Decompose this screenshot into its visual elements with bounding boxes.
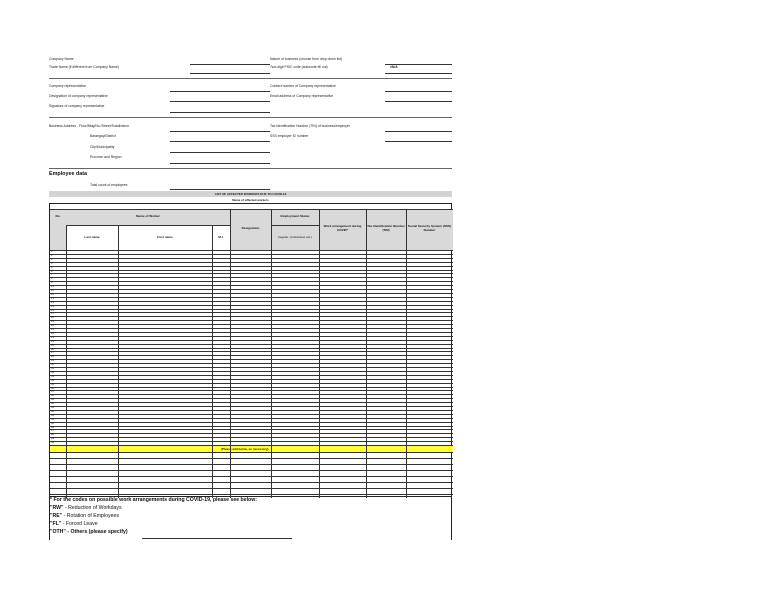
col-employment-status: Employment Status bbox=[280, 214, 310, 218]
row-number: 27 bbox=[51, 351, 54, 355]
row-number: 14 bbox=[51, 300, 54, 304]
row-number: 29 bbox=[51, 359, 54, 363]
code-oth: "OTH" bbox=[50, 529, 66, 535]
table-row bbox=[50, 398, 453, 399]
table-row bbox=[50, 348, 453, 349]
label-nature-of-business: Nature of business (choose from drop down list) bbox=[270, 57, 342, 61]
table-row bbox=[50, 289, 453, 290]
row-number: 5 bbox=[51, 265, 53, 269]
label-city: City/Municipality bbox=[90, 145, 115, 149]
table-row bbox=[50, 273, 453, 274]
row-number: 49 bbox=[51, 437, 54, 441]
table-row bbox=[50, 476, 453, 477]
table-row bbox=[50, 452, 453, 453]
row-number: 35 bbox=[51, 382, 54, 386]
table-row bbox=[50, 262, 453, 263]
table-col-rule bbox=[271, 209, 272, 498]
label-total-employees: Total count of employees bbox=[90, 183, 128, 187]
row-number: 45 bbox=[51, 421, 54, 425]
city-field[interactable] bbox=[170, 152, 270, 153]
col-sss: Social Security System (SSS) Number bbox=[407, 224, 452, 232]
row-number: 48 bbox=[51, 433, 54, 437]
table-row bbox=[50, 320, 453, 321]
table-row bbox=[50, 390, 453, 391]
sss-employer-field[interactable] bbox=[385, 141, 452, 142]
table-row bbox=[50, 426, 453, 427]
row-number: 20 bbox=[51, 324, 54, 328]
table-row bbox=[50, 406, 453, 407]
row-number: 9 bbox=[51, 281, 53, 285]
row-number: 15 bbox=[51, 304, 54, 308]
table-row bbox=[50, 266, 453, 267]
table-row bbox=[50, 433, 453, 434]
table-row bbox=[50, 422, 453, 423]
signature-rep-field[interactable] bbox=[170, 112, 270, 113]
table-col-rule bbox=[366, 209, 367, 498]
row-number: 41 bbox=[51, 406, 54, 409]
section-separator bbox=[49, 117, 452, 118]
table-row bbox=[50, 363, 453, 364]
row-number: 16 bbox=[51, 308, 54, 312]
label-contact-number: Contact number of Company representative bbox=[270, 84, 336, 88]
col-mi: M.I. bbox=[218, 235, 224, 239]
text-fl: - Forced Leave bbox=[61, 521, 98, 527]
table-row bbox=[50, 458, 453, 459]
table-row bbox=[50, 359, 453, 360]
note-fl bbox=[50, 521, 98, 527]
table-row bbox=[50, 277, 453, 278]
row-number: 6 bbox=[51, 269, 53, 273]
note-intro bbox=[50, 497, 257, 503]
col-no: No. bbox=[55, 214, 61, 218]
province-field[interactable] bbox=[170, 163, 270, 164]
row-number: 43 bbox=[51, 413, 54, 417]
table-rule bbox=[66, 225, 230, 226]
add-below-text: (Please add below, as necessary) bbox=[221, 447, 269, 451]
note-intro-text: * For the codes on possible work arrangements during COVID-19, please see below: bbox=[50, 497, 257, 503]
row-number: 50 bbox=[51, 441, 54, 445]
row-number: 3 bbox=[51, 257, 53, 261]
email-address-field[interactable] bbox=[385, 101, 452, 102]
note-re bbox=[50, 513, 119, 519]
row-number: 17 bbox=[51, 312, 54, 316]
table-row bbox=[50, 254, 453, 255]
col-status-hint: (regular, contractual, etc.) bbox=[277, 235, 312, 239]
row-number: 26 bbox=[51, 347, 54, 351]
section-separator bbox=[49, 78, 452, 79]
table-rule bbox=[50, 250, 453, 251]
trade-name-field[interactable] bbox=[190, 73, 270, 74]
label-tin: Tax Identification Number (TIN) of business/employer bbox=[270, 124, 350, 128]
label-barangay: Barangay/District bbox=[90, 134, 116, 138]
row-number: 21 bbox=[51, 328, 54, 331]
address-field[interactable] bbox=[170, 131, 270, 132]
table-rule bbox=[271, 225, 319, 226]
table-row bbox=[50, 418, 453, 419]
row-number: 23 bbox=[51, 335, 54, 339]
table-row bbox=[50, 344, 453, 345]
table-row bbox=[50, 394, 453, 395]
row-number: 33 bbox=[51, 374, 54, 378]
col-designation: Designation bbox=[241, 226, 260, 230]
header-bg bbox=[50, 225, 66, 250]
row-number: 24 bbox=[51, 339, 54, 343]
table-row bbox=[50, 470, 453, 471]
table-row bbox=[50, 429, 453, 430]
table-row bbox=[50, 414, 453, 415]
col-tin: Tax Identification Number (TIN) bbox=[367, 224, 405, 232]
row-number: 12 bbox=[51, 292, 54, 296]
table-row bbox=[50, 441, 453, 442]
row-number: 34 bbox=[51, 378, 54, 382]
label-sss-employer: SSS employer ID number bbox=[270, 134, 309, 138]
col-work-arrangement: Work arrangement during COVID* bbox=[323, 224, 362, 232]
row-number: 31 bbox=[51, 367, 54, 370]
label-business-address: Business Address - Floor/Bldg/No./Street/Subdivision bbox=[49, 124, 129, 128]
table-row bbox=[50, 379, 453, 380]
total-employees-field[interactable] bbox=[170, 189, 270, 190]
row-number: 44 bbox=[51, 417, 54, 421]
row-number: 25 bbox=[51, 343, 54, 347]
row-number: 39 bbox=[51, 398, 54, 402]
table-rule bbox=[50, 209, 453, 210]
note-oth bbox=[50, 529, 128, 535]
table-row bbox=[50, 402, 453, 403]
table-row bbox=[50, 293, 453, 294]
table-row bbox=[50, 371, 453, 372]
affected-workers-title: LIST OF AFFECTED WORKERS DUE TO COVID-19 bbox=[214, 192, 287, 196]
table-row bbox=[50, 281, 453, 282]
row-number: 2 bbox=[51, 253, 53, 257]
psic-field[interactable] bbox=[385, 73, 452, 74]
table-row bbox=[50, 297, 453, 298]
table-col-rule bbox=[319, 209, 320, 498]
text-re: - Rotation of Employees bbox=[62, 513, 119, 519]
row-number: 7 bbox=[51, 273, 53, 277]
col-first-name: First name bbox=[157, 235, 173, 239]
row-number: 30 bbox=[51, 363, 54, 367]
table-row bbox=[50, 305, 453, 306]
code-re: "RE" bbox=[50, 513, 63, 519]
row-number: 46 bbox=[51, 425, 54, 429]
label-designation-rep: Designation of company representative bbox=[49, 94, 108, 98]
table-row bbox=[50, 301, 453, 302]
table-row bbox=[50, 410, 453, 411]
table-row bbox=[50, 332, 453, 333]
table-row bbox=[50, 383, 453, 384]
table-row bbox=[50, 488, 453, 489]
col-name-of-worker: Name of Worker bbox=[136, 214, 160, 218]
psic-value: #N/A bbox=[390, 65, 398, 69]
col-last-name: Last name bbox=[84, 235, 100, 239]
row-number: 40 bbox=[51, 402, 54, 406]
affected-workers-subtitle: Name of affected workers bbox=[232, 198, 269, 202]
text-oth: - Others (please specify) bbox=[65, 529, 128, 535]
table-row bbox=[50, 375, 453, 376]
table-row bbox=[50, 367, 453, 368]
affected-workers-table bbox=[49, 203, 452, 497]
table-row bbox=[50, 324, 453, 325]
table-row bbox=[50, 437, 453, 438]
table-row bbox=[50, 270, 453, 271]
row-number: 37 bbox=[51, 390, 54, 394]
table-row bbox=[50, 258, 453, 259]
table-row bbox=[50, 351, 453, 352]
label-company-rep: Company representative bbox=[49, 84, 86, 88]
table-row bbox=[50, 309, 453, 310]
row-number: 19 bbox=[51, 320, 54, 324]
row-number: 42 bbox=[51, 409, 54, 413]
label-trade-name: Trade Name (if different from Company Name) bbox=[49, 65, 119, 69]
row-number: 10 bbox=[51, 285, 54, 289]
row-number: 4 bbox=[51, 261, 53, 265]
tin-field[interactable] bbox=[385, 131, 452, 132]
table-col-rule bbox=[230, 209, 231, 498]
table-row bbox=[50, 328, 453, 329]
row-number: 1 bbox=[51, 250, 53, 253]
text-rw: - Reduction of Workdays bbox=[63, 505, 122, 511]
contact-number-field[interactable] bbox=[385, 91, 452, 92]
table-row bbox=[50, 494, 453, 495]
row-number: 22 bbox=[51, 331, 54, 335]
company-rep-field[interactable] bbox=[170, 91, 270, 92]
nature-of-business-field[interactable] bbox=[385, 64, 452, 65]
employee-data-heading: Employee data bbox=[49, 171, 88, 177]
row-number: 47 bbox=[51, 429, 54, 433]
code-rw: "RW" bbox=[50, 505, 64, 511]
row-number: 32 bbox=[51, 370, 54, 374]
row-number: 13 bbox=[51, 296, 54, 300]
table-row bbox=[50, 336, 453, 337]
others-specify-field[interactable] bbox=[142, 538, 292, 539]
table-row bbox=[50, 355, 453, 356]
row-number: 38 bbox=[51, 394, 54, 398]
row-number: 18 bbox=[51, 316, 54, 320]
table-row bbox=[50, 316, 453, 317]
table-row bbox=[50, 312, 453, 313]
label-psic-code: Two-digit PSIC code (autocode fill out) bbox=[270, 65, 328, 69]
row-number: 28 bbox=[51, 355, 54, 359]
table-row bbox=[50, 340, 453, 341]
label-email-address: Email address of Company representative bbox=[270, 94, 334, 98]
row-number: 11 bbox=[51, 289, 54, 292]
label-signature-rep: Signature of company representative bbox=[49, 104, 105, 108]
designation-rep-field[interactable] bbox=[170, 101, 270, 102]
barangay-field[interactable] bbox=[170, 141, 270, 142]
note-rw bbox=[50, 505, 122, 511]
company-name-field[interactable] bbox=[190, 64, 270, 65]
label-province: Province and Region bbox=[90, 155, 122, 159]
table-col-rule bbox=[406, 209, 407, 498]
table-row bbox=[50, 285, 453, 286]
table-row bbox=[50, 482, 453, 483]
table-row bbox=[50, 387, 453, 388]
table-row bbox=[50, 445, 453, 446]
code-fl: "FL" bbox=[50, 521, 62, 527]
label-company-name: Company Name bbox=[49, 57, 74, 61]
table-row bbox=[50, 464, 453, 465]
section-separator bbox=[49, 168, 452, 169]
row-number: 8 bbox=[51, 277, 53, 281]
row-number: 36 bbox=[51, 386, 54, 390]
